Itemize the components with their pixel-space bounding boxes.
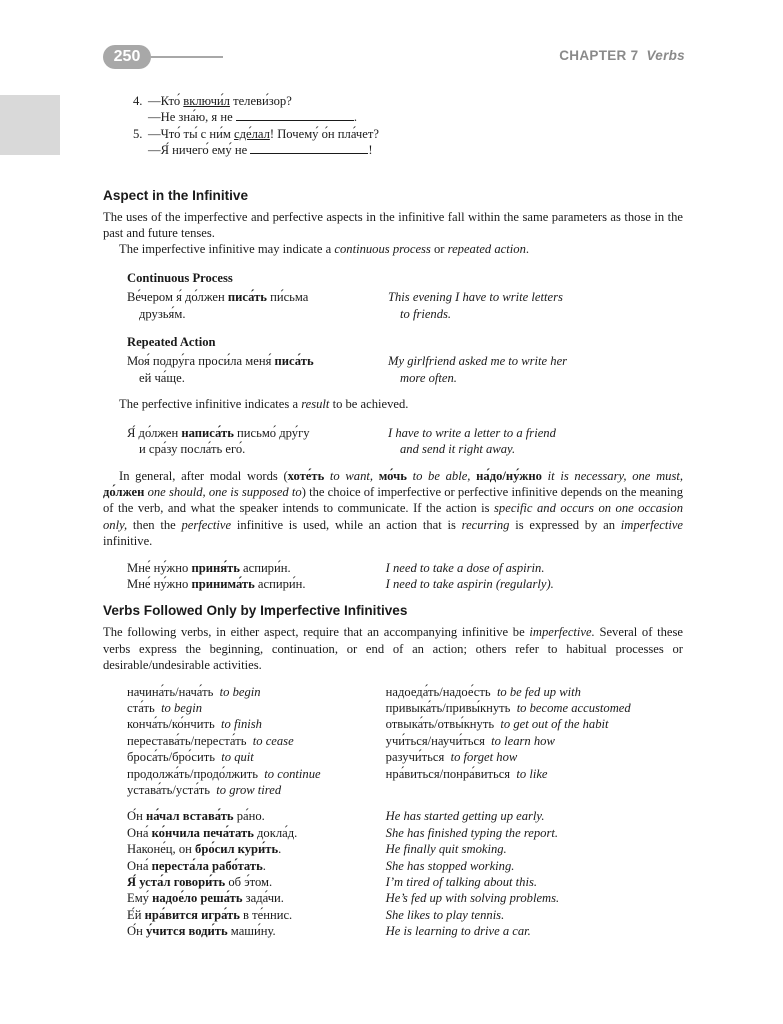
text: зада́чи. xyxy=(242,891,284,906)
verb-column-right xyxy=(386,684,683,799)
bold-verb-phrase: переста́ла рабо́тать xyxy=(151,858,263,873)
paragraph xyxy=(103,241,683,257)
russian-example xyxy=(127,858,386,874)
spacer xyxy=(103,413,683,423)
exercise-line xyxy=(148,126,379,142)
text: докла́д. xyxy=(253,825,298,840)
russian-example xyxy=(127,289,388,322)
verb-gloss: to be fed up with xyxy=(496,684,581,699)
verb-list-item xyxy=(127,749,386,765)
verb-pair: учи́ться/научи́ться xyxy=(385,733,485,748)
text: Я́ до́лжен xyxy=(127,425,182,440)
exercise-item xyxy=(133,93,683,126)
english-translation: He finally quit smoking. xyxy=(385,842,507,857)
bold-verb: написа́ть xyxy=(181,425,234,440)
verb-list-item xyxy=(127,684,386,700)
text: Она́ xyxy=(127,858,152,873)
english-translation: I need to take a dose of aspirin. xyxy=(385,560,545,575)
text: ! xyxy=(368,143,373,158)
section-heading-aspect-infinitive: Aspect in the Infinitive xyxy=(103,187,249,203)
bold-verb-phrase: ко́нчила печа́тать xyxy=(151,825,254,840)
verb-list-item xyxy=(127,733,386,749)
italic-text: perfective xyxy=(181,517,232,532)
example-pair xyxy=(127,841,683,857)
example-pair xyxy=(127,858,683,874)
example-pair xyxy=(127,923,683,939)
bold-verb-phrase: Я́ уста́л говори́ть xyxy=(127,875,226,890)
russian-example xyxy=(127,907,386,923)
english-translation: She has stopped working. xyxy=(385,858,515,873)
text: ей ча́ще. xyxy=(139,370,185,385)
text: письмо́ дру́гу xyxy=(233,425,310,440)
verb-pair: надоеда́ть/надое́сть xyxy=(385,684,491,699)
verb-gloss: to get out of the habit xyxy=(500,717,609,732)
verb-list-item xyxy=(386,684,683,700)
verb-list-item xyxy=(127,766,386,782)
italic-text: result xyxy=(301,397,330,412)
verb-pair: броса́ть/бро́сить xyxy=(127,750,215,765)
exercise-number: 4. xyxy=(133,94,143,108)
paragraph: The uses of the imperfective and perfective aspects in the infinitive fall within the same parameters as those in the past and future tenses. xyxy=(103,209,683,241)
verb-list-item xyxy=(386,749,683,765)
russian-example xyxy=(127,808,386,824)
example-pair xyxy=(127,425,683,458)
english-translation: I need to take aspirin (regularly). xyxy=(385,576,554,591)
verb-gloss: to finish xyxy=(221,717,262,732)
bold-verb-phrase: у́чится води́ть xyxy=(145,924,228,939)
text: Е́й xyxy=(127,907,145,922)
italic-text: recurring xyxy=(461,517,510,532)
running-head xyxy=(559,48,685,63)
english-translation xyxy=(388,425,678,458)
spacer xyxy=(103,386,683,396)
verb-pair: разучи́ться xyxy=(385,750,445,765)
text: I have to write a letter to a friend xyxy=(388,425,556,440)
verb-gloss: to forget how xyxy=(450,750,518,765)
exercise-line xyxy=(148,93,357,109)
example-pair xyxy=(127,874,683,890)
italic-text: to want, xyxy=(324,468,379,483)
text: ) the choice of imperfective or perfective infinitive depends on the meaning of the verb, and what the speaker intends to communicate. If the action is xyxy=(103,484,683,516)
text: Several of these verbs express the beginning, continuation, or end of an action; others refer to habitual processes or desirable/undesirable activities. xyxy=(103,625,683,673)
verb-gloss: to like xyxy=(516,766,548,781)
verb-gloss: to begin xyxy=(219,684,261,699)
example-pair xyxy=(127,576,683,592)
bold-verb-phrase: бро́сил кури́ть xyxy=(195,842,279,857)
text: . xyxy=(525,242,530,257)
text: друзья́м. xyxy=(139,306,186,321)
header-rule xyxy=(151,56,223,58)
text: or xyxy=(430,242,448,257)
text: ра́но. xyxy=(233,809,265,824)
russian-example xyxy=(127,890,386,906)
text: more often. xyxy=(400,370,457,385)
text: пи́сьма xyxy=(266,290,309,305)
page-content xyxy=(103,93,683,940)
italic-text: it is necessary, one must, xyxy=(541,468,684,483)
italic-text: repeated action xyxy=(447,242,526,257)
english-translation: She likes to play tennis. xyxy=(385,907,505,922)
verb-gloss: to continue xyxy=(264,766,321,781)
english-translation: I’m tired of talking about this. xyxy=(385,875,538,890)
russian-example xyxy=(127,576,386,592)
text: In general, after modal words ( xyxy=(119,468,288,483)
subheading-continuous-process: Continuous Process xyxy=(127,270,233,285)
exercise-item xyxy=(133,126,683,159)
text: —Я́ ничего́ ему́ не xyxy=(148,143,251,158)
text: аспири́н. xyxy=(254,576,306,591)
text: телеви́зор? xyxy=(229,94,292,108)
english-translation: He’s fed up with solving problems. xyxy=(385,891,560,906)
section-heading-imperfective-only: Verbs Followed Only by Imperfective Infinitives xyxy=(103,603,408,619)
italic-text: imperfective xyxy=(620,517,684,532)
verb-gloss: to learn how xyxy=(491,733,555,748)
text: Наконе́ц, он xyxy=(127,842,196,857)
bold-verb-phrase: надое́ло реша́ть xyxy=(152,891,243,906)
exercise-list xyxy=(133,93,683,159)
example-pair xyxy=(127,808,683,824)
verb-gloss: to become accustomed xyxy=(516,700,631,715)
russian-example xyxy=(127,923,386,939)
verb-pair: отвыка́ть/отвы́кнуть xyxy=(385,717,495,732)
example-pair xyxy=(127,289,683,322)
text: infinitive is used, while an action that is xyxy=(231,517,462,532)
exercise-line xyxy=(148,109,357,125)
text: аспири́н. xyxy=(239,560,291,575)
text: Мне́ ну́жно xyxy=(127,560,192,575)
side-tab-marker xyxy=(0,95,60,155)
verb-list-item xyxy=(386,766,683,782)
example-pair xyxy=(127,890,683,906)
verb-gloss: to begin xyxy=(161,700,202,715)
exercise-line xyxy=(148,142,379,158)
text: Ве́чером я́ до́лжен xyxy=(127,290,228,305)
text: Моя́ подру́га проси́ла меня́ xyxy=(127,354,275,369)
paragraph xyxy=(103,624,683,673)
bold-verb-phrase: на́чал встава́ть xyxy=(145,809,234,824)
text: . xyxy=(278,842,282,857)
verb-pair: устава́ть/уста́ть xyxy=(127,783,210,797)
answer-blank[interactable] xyxy=(250,142,368,154)
verb-gloss: to quit xyxy=(221,750,254,765)
russian-example xyxy=(127,560,386,576)
italic-text: continuous process xyxy=(334,242,431,257)
verb-list-item xyxy=(127,716,386,732)
italic-text: one should, one is supposed to xyxy=(144,484,302,499)
text: в те́ннис. xyxy=(239,907,293,922)
text: . xyxy=(262,858,266,873)
italic-text: specific and occurs on one occasion only, xyxy=(103,501,684,532)
bold-verb: принима́ть xyxy=(191,576,255,591)
text: to be achieved. xyxy=(329,397,409,412)
text: и сра́зу посла́ть его́. xyxy=(139,442,246,457)
example-pair xyxy=(127,560,683,576)
verb-pair: начина́ть/нача́ть xyxy=(127,684,214,699)
english-translation xyxy=(388,289,678,322)
example-pair xyxy=(127,907,683,923)
text: —Кто́ xyxy=(148,94,184,108)
chapter-label: CHAPTER 7 xyxy=(559,48,639,63)
verb-list-item xyxy=(127,700,386,716)
paragraph xyxy=(103,396,683,412)
chapter-title: Verbs xyxy=(646,48,685,63)
bold-verb: писа́ть xyxy=(227,290,267,305)
text: The following verbs, in either aspect, require that an accompanying infinitive be xyxy=(103,625,530,640)
paragraph xyxy=(103,468,683,550)
example-pair xyxy=(127,825,683,841)
verb-pair: перестава́ть/переста́ть xyxy=(127,733,247,748)
verb-gloss: to grow tired xyxy=(216,783,282,797)
russian-example xyxy=(127,353,388,386)
text: О́н xyxy=(127,809,146,824)
bold-verb: писа́ть xyxy=(274,354,314,369)
verb-pair: конча́ть/ко́нчить xyxy=(127,717,215,732)
verb-list-item xyxy=(386,716,683,732)
english-translation: He is learning to drive a car. xyxy=(385,924,531,939)
exercise-number: 5. xyxy=(133,126,143,141)
page-number: 250 xyxy=(103,45,151,69)
spacer xyxy=(103,798,683,808)
text: This evening I have to write letters xyxy=(388,290,563,305)
text: Она́ xyxy=(127,825,152,840)
verb-list-item xyxy=(386,700,683,716)
english-translation: She has finished typing the report. xyxy=(385,825,558,840)
text: О́н xyxy=(127,924,146,939)
bold-verb-phrase: нра́вится игра́ть xyxy=(144,907,240,922)
bold-verb: приня́ть xyxy=(191,560,240,575)
bold-word: на́до/ну́жно xyxy=(476,468,542,483)
text: The perfective infinitive indicates a xyxy=(119,397,302,412)
verb-pair: нра́виться/понра́виться xyxy=(385,766,511,781)
verb-pair: продолжа́ть/продо́лжить xyxy=(127,766,258,781)
spacer xyxy=(103,550,683,560)
verb-list-item xyxy=(127,782,386,798)
text: ! Почему́ о́н пла́чет? xyxy=(269,126,379,141)
example-sentences xyxy=(103,808,683,939)
russian-example xyxy=(127,425,388,458)
bold-word: хоте́ть xyxy=(287,468,325,483)
verb-column-left xyxy=(127,684,386,799)
text: is expressed by an xyxy=(509,517,621,532)
verb-list xyxy=(127,684,683,799)
text: and send it right away. xyxy=(400,442,516,457)
english-translation xyxy=(388,353,678,386)
bold-word: мо́чь xyxy=(378,468,407,483)
verb-pair: привыка́ть/привы́кнуть xyxy=(385,700,511,715)
text: об э́том. xyxy=(225,875,273,890)
answer-blank[interactable] xyxy=(236,109,354,121)
verb-gloss: to cease xyxy=(252,733,294,748)
english-translation: He has started getting up early. xyxy=(385,809,545,824)
text: —Что́ ты́ с ни́м xyxy=(148,126,235,141)
russian-example xyxy=(127,841,386,857)
text: to friends. xyxy=(400,306,452,321)
verb-list-item xyxy=(386,733,683,749)
underlined-verb: сде́лал xyxy=(234,126,270,141)
bold-word: до́лжен xyxy=(103,484,145,499)
subheading-repeated-action: Repeated Action xyxy=(127,335,216,350)
text: —Не зна́ю, я не xyxy=(148,110,236,125)
text: infinitive. xyxy=(103,534,153,549)
text: Ему́ xyxy=(127,891,153,906)
text: маши́ну. xyxy=(227,924,276,939)
italic-text: to be able, xyxy=(406,468,477,483)
example-pair xyxy=(127,353,683,386)
text: Мне́ ну́жно xyxy=(127,576,192,591)
text: then the xyxy=(127,517,182,532)
spacer xyxy=(103,458,683,468)
text: My girlfriend asked me to write her xyxy=(388,354,568,369)
text: . xyxy=(353,110,358,125)
russian-example xyxy=(127,874,386,890)
russian-example xyxy=(127,825,386,841)
text: The imperfective infinitive may indicate a xyxy=(119,242,335,257)
verb-pair: ста́ть xyxy=(127,700,155,715)
italic-text: imperfective. xyxy=(529,625,595,640)
underlined-verb: включи́л xyxy=(183,94,230,108)
